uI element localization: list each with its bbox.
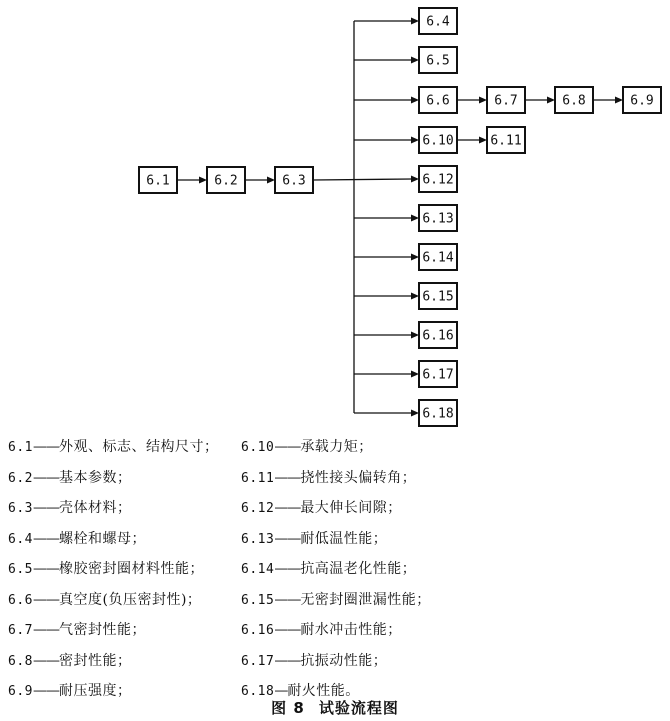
legend-dash: — [274, 683, 288, 699]
edge-6-3-to-6-17 [354, 371, 419, 378]
edge-6-3-to-6-4 [354, 18, 419, 25]
legend-item [241, 532, 661, 563]
legend-item [8, 532, 238, 563]
legend-code: 6.5 [8, 562, 33, 577]
flowchart-nodes [139, 8, 661, 426]
node-label: 6.6 [426, 93, 450, 109]
edge-6-3-to-6-18 [354, 410, 419, 417]
legend-dash: —— [32, 683, 59, 699]
legend-dash: —— [32, 500, 59, 516]
legend-dash: —— [274, 652, 301, 669]
edge-6-3-to-6-6 [354, 97, 419, 104]
edge-6-3-to-6-15 [354, 293, 419, 300]
node-6-9 [623, 87, 661, 113]
node-label: 6.18 [422, 406, 454, 422]
legend-item [8, 593, 238, 624]
figure-caption [0, 697, 670, 718]
node-label: 6.3 [282, 173, 306, 189]
node-label: 6.17 [422, 367, 454, 383]
legend-item [8, 562, 238, 593]
legend-dash: —— [274, 439, 301, 455]
legend-code: 6.17 [241, 653, 275, 669]
node-label: 6.15 [422, 289, 454, 305]
legend-item [241, 623, 661, 654]
legend-text: 抗高温老化性能； [300, 561, 417, 577]
legend-dash: —— [274, 530, 301, 547]
node-label: 6.13 [422, 211, 454, 227]
edge-6-3-to-6-10 [354, 137, 419, 144]
legend-item [8, 471, 238, 502]
legend-item [241, 593, 661, 624]
legend-dash: —— [274, 622, 301, 638]
legend-text: 真空度(负压密封性)； [58, 591, 202, 608]
legend-code: 6.15 [241, 592, 275, 608]
legend-dash: —— [32, 530, 59, 547]
legend-code: 6.13 [241, 531, 275, 547]
legend-text: 基本参数； [58, 469, 132, 486]
legend-item [241, 501, 661, 532]
edge-6-3-to-6-13 [354, 215, 419, 222]
legend-item [241, 562, 661, 593]
node-6-16 [419, 322, 457, 348]
legend-text: 耐低温性能； [300, 530, 388, 547]
node-6-2 [207, 167, 245, 193]
node-label: 6.16 [422, 328, 454, 344]
legend-left-column [8, 440, 238, 715]
legend-dash: —— [32, 439, 59, 455]
node-6-7 [487, 87, 525, 113]
edge-6-3-to-6-16 [354, 332, 419, 339]
legend-text: 耐压强度； [58, 683, 132, 699]
node-6-6 [419, 87, 457, 113]
legend-code: 6.14 [241, 562, 275, 577]
legend-code: 6.9 [8, 684, 33, 699]
figure-number: 图 8 [271, 699, 305, 717]
legend-code: 6.12 [241, 501, 275, 516]
node-6-17 [419, 361, 457, 387]
node-6-10 [419, 127, 457, 153]
legend-code: 6.6 [8, 592, 33, 608]
legend-code: 6.10 [241, 440, 275, 455]
legend-code: 6.18 [241, 684, 275, 699]
node-6-4 [419, 8, 457, 34]
node-6-8 [555, 87, 593, 113]
node-label: 6.11 [490, 133, 522, 149]
node-6-1 [139, 167, 177, 193]
edge-6-10-to-6-11 [457, 137, 487, 144]
legend-text: 气密封性能； [58, 622, 146, 638]
legend-dash: —— [32, 652, 59, 669]
legend-code: 6.1 [8, 440, 33, 455]
node-label: 6.12 [422, 172, 454, 188]
edge-6-3-to-6-14 [354, 254, 419, 261]
legend-dash: —— [32, 469, 59, 486]
legend-text: 挠性接头偏转角； [300, 469, 417, 486]
node-6-12 [419, 166, 457, 192]
node-label: 6.9 [630, 93, 654, 109]
edge-6-2-to-6-3 [245, 177, 275, 184]
edge-6-3-to-6-12 [313, 176, 419, 183]
legend-text: 最大伸长间隙； [300, 500, 402, 516]
legend-dash: —— [32, 591, 59, 608]
node-6-11 [487, 127, 525, 153]
legend-text: 抗振动性能； [300, 652, 388, 669]
legend-item [241, 654, 661, 685]
legend-dash: —— [274, 500, 301, 516]
node-label: 6.7 [494, 93, 518, 109]
legend-right-column [241, 440, 661, 715]
node-label: 6.14 [422, 250, 454, 266]
legend-item [8, 654, 238, 685]
legend-text: 外观、标志、结构尺寸； [58, 439, 219, 455]
node-label: 6.2 [214, 173, 238, 189]
node-label: 6.8 [562, 93, 586, 109]
legend-text: 无密封圈泄漏性能； [300, 591, 431, 608]
node-label: 6.10 [422, 133, 454, 149]
node-6-18 [419, 400, 457, 426]
legend-dash: —— [32, 561, 59, 577]
legend-text: 密封性能； [58, 652, 132, 669]
legend-dash: —— [32, 622, 59, 638]
node-label: 6.4 [426, 14, 450, 30]
legend-item [8, 440, 238, 471]
legend-code: 6.8 [8, 653, 33, 669]
node-6-14 [419, 244, 457, 270]
edge-6-3-to-6-5 [354, 57, 419, 64]
legend-code: 6.4 [8, 531, 33, 547]
legend-item [241, 471, 661, 502]
legend-item [8, 501, 238, 532]
figure-title: 试验流程图 [318, 699, 399, 717]
legend-dash: —— [274, 591, 301, 608]
legend-text: 耐火性能。 [287, 683, 360, 699]
node-6-5 [419, 47, 457, 73]
flowchart-edges [177, 18, 623, 417]
legend-code: 6.7 [8, 623, 33, 638]
legend-item [8, 623, 238, 654]
edge-6-1-to-6-2 [177, 177, 207, 184]
legend-item [241, 440, 661, 471]
legend-text: 承载力矩； [300, 439, 373, 455]
legend-code: 6.2 [8, 470, 33, 486]
legend-text: 橡胶密封圈材料性能； [58, 561, 204, 577]
legend-text: 耐水冲击性能； [300, 622, 402, 638]
legend-code: 6.3 [8, 501, 33, 516]
edge-6-8-to-6-9 [593, 97, 623, 104]
node-label: 6.5 [426, 53, 450, 69]
node-6-15 [419, 283, 457, 309]
legend-code: 6.16 [241, 623, 275, 638]
legend-code: 6.11 [241, 470, 275, 486]
node-6-13 [419, 205, 457, 231]
node-6-3 [275, 167, 313, 193]
legend-dash: —— [274, 561, 301, 577]
legend-dash: —— [274, 469, 301, 486]
node-label: 6.1 [146, 173, 170, 189]
legend-text: 壳体材料； [58, 500, 132, 516]
edge-6-7-to-6-8 [525, 97, 555, 104]
edge-6-6-to-6-7 [457, 97, 487, 104]
legend-text: 螺栓和螺母； [58, 530, 146, 547]
